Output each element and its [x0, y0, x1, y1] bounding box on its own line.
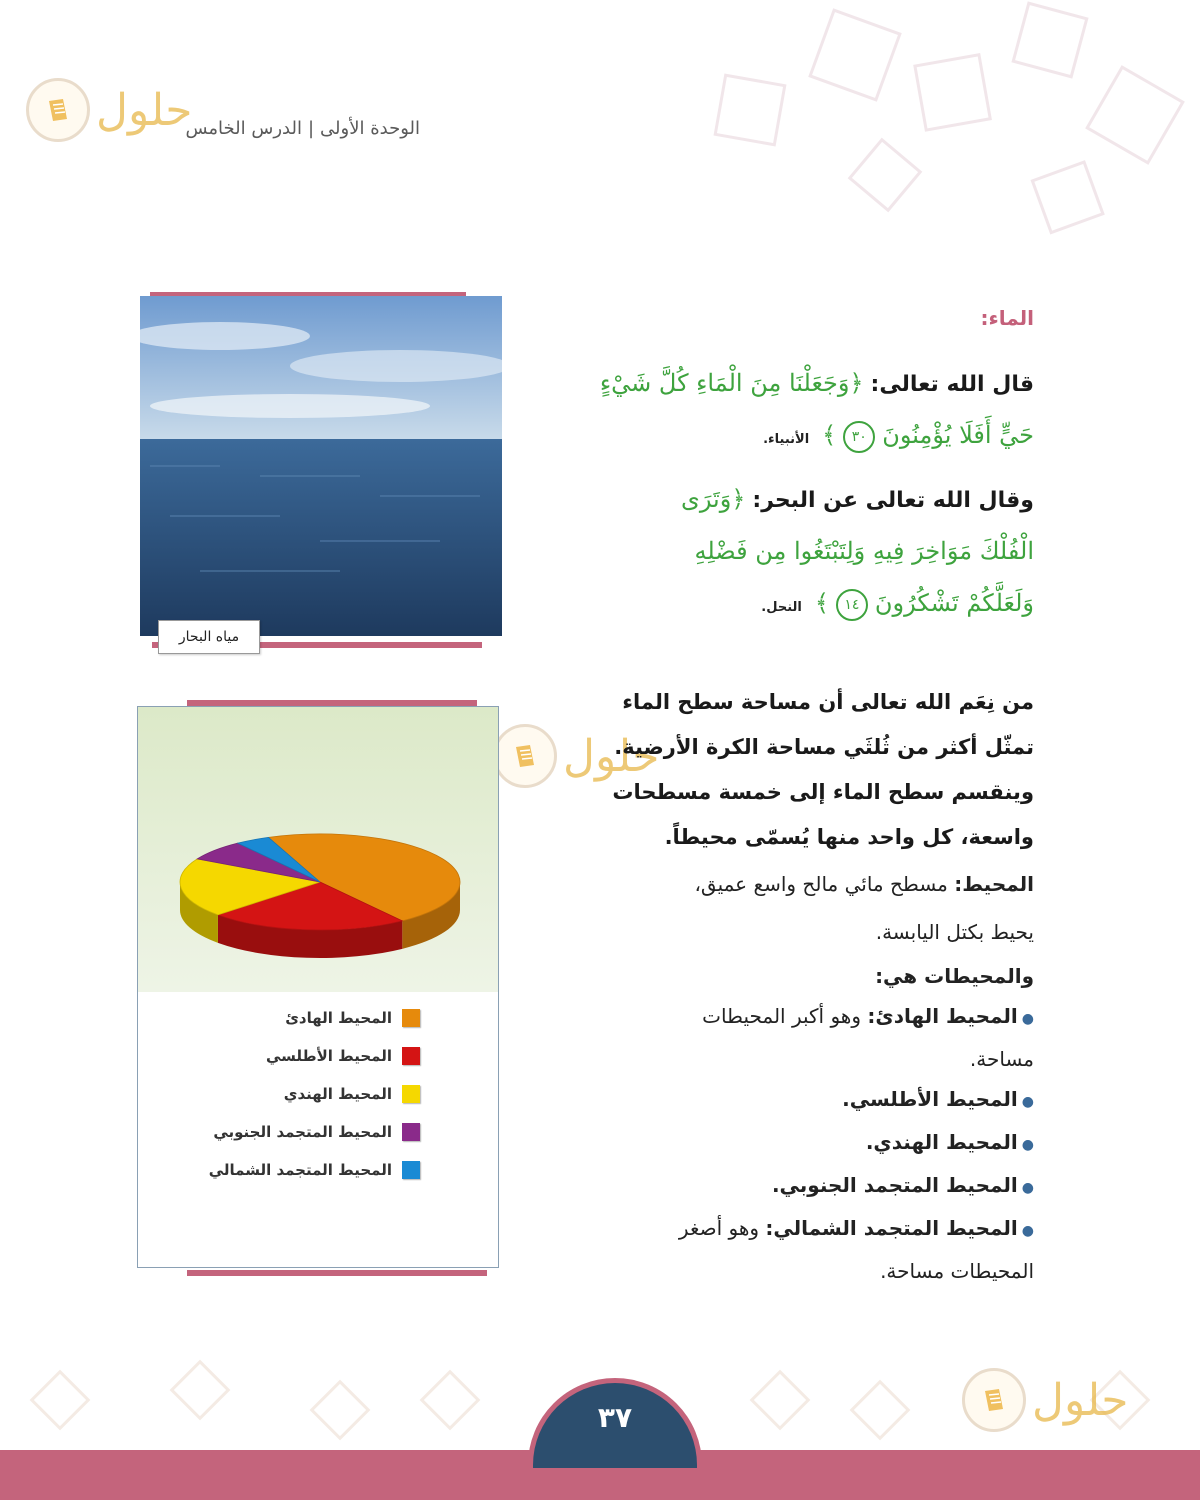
quran-text: وَلَعَلَّكُمْ تَشْكُرُونَ [874, 589, 1034, 617]
quran-text: حَيٍّ أَفَلَا يُؤْمِنُونَ [882, 421, 1034, 449]
definition [574, 860, 1034, 908]
oceans-list [574, 996, 1034, 1291]
list-item [574, 1122, 1034, 1165]
pie-chart [138, 707, 498, 992]
page-number: ٣٧ [528, 1378, 702, 1468]
body-text [574, 680, 1034, 1291]
quran-text: الْفُلْكَ مَوَاخِرَ فِيهِ وَلِتَبْتَغُوا مِن فَضْلِهِ [694, 537, 1034, 565]
verse-line [574, 578, 1034, 633]
definition-text: مسطح مائي مالح واسع عميق، [694, 872, 955, 896]
bullet-icon: ● [1021, 1011, 1034, 1027]
paragraph-line: تمثّل أكثر من ثُلثَي مساحة الكرة الأرضية. [614, 735, 1034, 759]
list-item [574, 1208, 1034, 1251]
legend-label: المحيط المتجمد الجنوبي [213, 1123, 392, 1141]
section-title: الماء: [980, 306, 1034, 330]
definition-continued: يحيط بكتل اليابسة. [875, 920, 1034, 944]
list-item-continued: مساحة. [969, 1047, 1034, 1071]
legend-label: المحيط الأطلسي [265, 1047, 392, 1065]
verse-line [574, 526, 1034, 578]
book-icon [26, 78, 90, 142]
list-item [574, 1079, 1034, 1122]
watermark-text: حلول [96, 84, 193, 136]
paragraph-line: وينقسم سطح الماء إلى خمسة مسطحات [612, 780, 1034, 804]
decorative-tiles [680, 0, 1200, 260]
breadcrumb-separator: | [307, 118, 315, 139]
ayah-number: ٣٠ [843, 421, 875, 453]
ocean-name: المحيط الهادئ: [867, 1004, 1018, 1028]
legend-label: المحيط الهادئ [285, 1009, 392, 1027]
list-item [574, 996, 1034, 1039]
legend-label: المحيط الهندي [283, 1085, 392, 1103]
list-item-continued: المحيطات مساحة. [880, 1259, 1034, 1283]
bullet-icon: ● [1021, 1137, 1034, 1153]
photo-caption: مياه البحار [158, 620, 260, 654]
ayah-number: ١٤ [836, 589, 868, 621]
ocean-name: المحيط الهندي. [865, 1130, 1018, 1154]
ocean-name: المحيط المتجمد الشمالي: [765, 1216, 1018, 1240]
legend-swatch [402, 1009, 420, 1027]
verse-line [574, 474, 1034, 526]
legend-swatch [402, 1123, 420, 1141]
quran-bracket: ﴾ [822, 421, 837, 449]
legend-label: المحيط المتجمد الشمالي [208, 1161, 392, 1179]
sea-photo [140, 296, 502, 636]
paragraph-line: من نِعَم الله تعالى أن مساحة سطح الماء [622, 690, 1034, 714]
paragraph-line: واسعة، كل واحد منها يُسمّى محيطاً. [664, 825, 1034, 849]
chart-legend [209, 999, 420, 1189]
legend-item [209, 1151, 420, 1189]
legend-item [209, 999, 420, 1037]
book-icon [962, 1368, 1026, 1432]
legend-swatch [402, 1085, 420, 1103]
breadcrumb [120, 118, 420, 139]
definition-term: المحيط: [954, 872, 1034, 896]
surah-name: النحل. [761, 600, 802, 615]
legend-item [209, 1075, 420, 1113]
legend-item [209, 1113, 420, 1151]
quran-bracket: ﴾ [814, 589, 829, 617]
legend-item [209, 1037, 420, 1075]
bullet-icon: ● [1021, 1223, 1034, 1239]
legend-swatch [402, 1161, 420, 1179]
oceans-heading: والمحيطات هي: [875, 964, 1034, 988]
watermark-text: حلول [1032, 1374, 1129, 1426]
verse-intro: قال الله تعالى: [870, 372, 1034, 397]
ocean-name: المحيط المتجمد الجنوبي. [771, 1173, 1018, 1197]
ocean-desc: وهو أصغر [678, 1216, 766, 1240]
unit-label: الوحدة الأولى [320, 118, 420, 139]
list-item [574, 1165, 1034, 1208]
quran-text: ﴿وَتَرَى [681, 485, 746, 513]
sea-photo-frame [138, 292, 504, 648]
lesson-label: الدرس الخامس [185, 118, 302, 139]
verse-intro: وقال الله تعالى عن البحر: [752, 488, 1034, 513]
ocean-desc: وهو أكبر المحيطات [702, 1004, 868, 1028]
watermark-logo-bottom [962, 1368, 1128, 1432]
chart-box [137, 706, 499, 1268]
verse-line [574, 358, 1034, 410]
verse-block-1 [574, 358, 1034, 465]
surah-name: الأنبياء. [763, 432, 810, 447]
book-icon [493, 724, 557, 788]
ocean-name: المحيط الأطلسي. [842, 1087, 1018, 1111]
bullet-icon: ● [1021, 1180, 1034, 1196]
verse-block-2 [574, 474, 1034, 633]
quran-text: ﴿وَجَعَلْنَا مِنَ الْمَاءِ كُلَّ شَيْءٍ [599, 369, 864, 397]
bullet-icon: ● [1021, 1094, 1034, 1110]
frame-accent-bottom [187, 1270, 487, 1276]
verse-line [574, 410, 1034, 465]
legend-swatch [402, 1047, 420, 1065]
watermark-text: حلول [563, 730, 660, 782]
ocean-area-chart [137, 700, 499, 1276]
